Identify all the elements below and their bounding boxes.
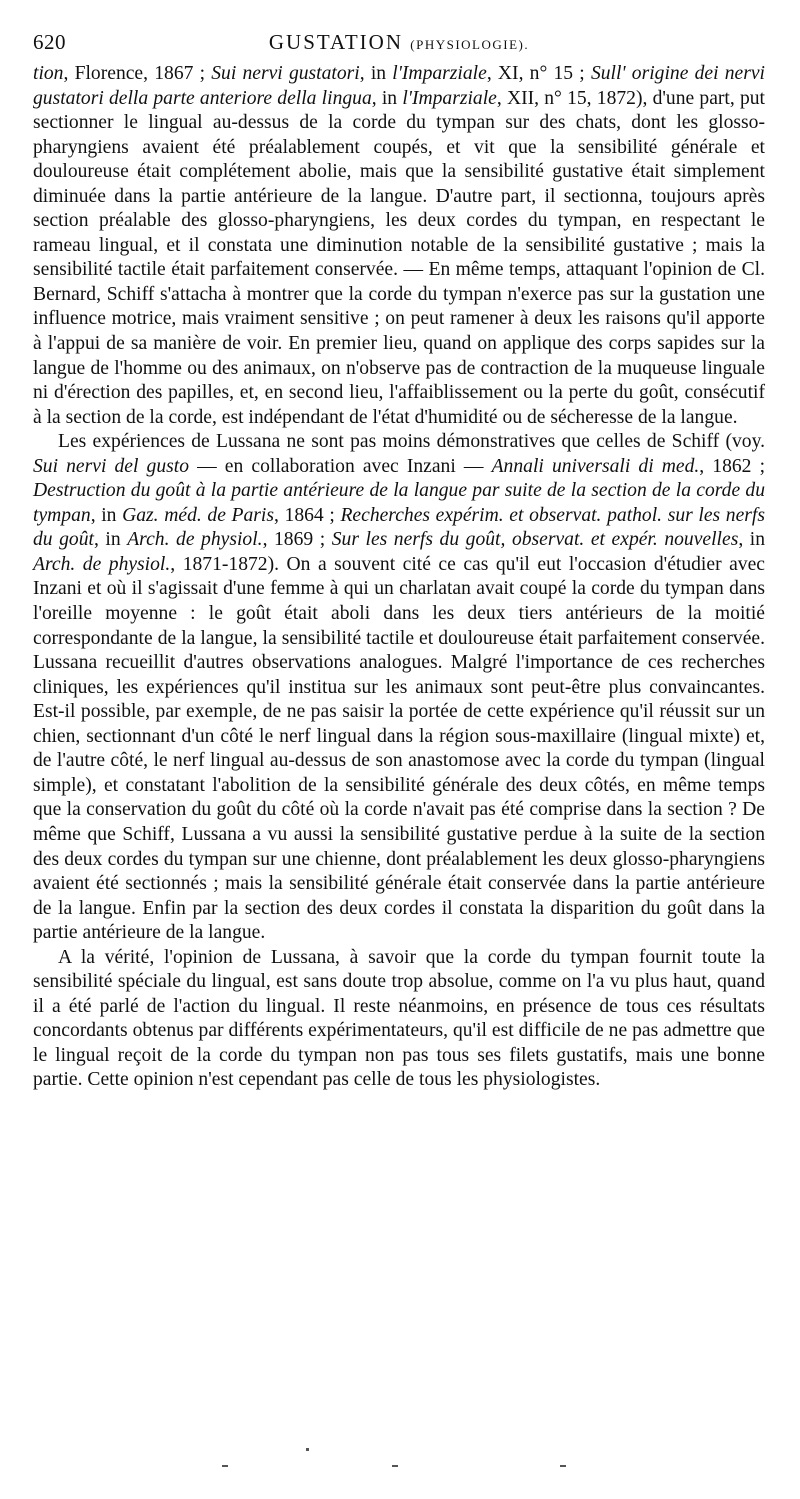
italic-citation: Arch. de physiol.: [33, 553, 171, 575]
text-run: , in: [371, 87, 403, 109]
italic-citation: Sui nervi gustatori: [211, 63, 360, 84]
running-title-subtitle: (PHYSIOLOGIE).: [410, 37, 530, 52]
italic-citation: Sui nervi del gusto: [33, 455, 189, 477]
footer-dash: [222, 1465, 228, 1467]
page-number: 620: [33, 30, 66, 54]
text-run: , 1864 ;: [274, 504, 341, 526]
page-header: [33, 0, 765, 62]
text-run: , in: [93, 529, 128, 551]
text-run: , 1862 ;: [699, 455, 766, 477]
text-run: , in: [738, 529, 766, 551]
italic-citation: l'Imparziale: [392, 63, 487, 84]
running-title-main: GUSTATION: [268, 30, 404, 54]
paragraph-1: [33, 62, 765, 430]
running-title: [33, 30, 765, 55]
text-run: , in: [90, 504, 123, 526]
text-run: , Florence, 1867 ;: [63, 63, 212, 84]
text-run: , 1869 ;: [262, 529, 332, 551]
footer-dash: [560, 1465, 566, 1467]
text-run: , in: [359, 63, 393, 84]
body-text: [33, 62, 765, 1093]
italic-citation: Sull' origine dei nervi gustatori della parte anteriore della lingua: [33, 63, 765, 109]
text-run: Les expériences de Lussana ne sont pas moins démonstratives que celles de Schiff (voy.: [58, 431, 765, 453]
italic-citation: tion: [33, 63, 64, 84]
italic-citation: Annali universali di med.: [491, 455, 700, 477]
italic-citation: Arch. de physiol.: [127, 529, 263, 551]
italic-citation: Sur les nerfs du goût, observat. et expér. nouvelles: [331, 529, 739, 551]
footer-dash: [392, 1465, 398, 1467]
text-run: , 1871-1872). On a souvent cité ce cas qu'il eut l'occasion d'étudier avec Inzani et où il s'agissait d'une femme à qui un charlatan avait coupé la corde du tympan dans l'oreille moyenne : le goût était aboli dans les deux tiers antérieurs de la moitié correspondante de la langue, la sensibilité tactile et douloureuse était parfaitement conservée. Lussana recueillit d'autres observations analogues. Malgré l'importance de ces recherches cliniques, les expériences qu'il institua sur les animaux sont peut-être plus convaincantes. Est-il possible, par exemple, de ne pas saisir la portée de cette expérience qu'il réussit sur un chien, sectionnant d'un côté le nerf lingual dans la région sous-maxillaire (lingual mixte) et, de l'autre côté, le nerf lingual au-dessus de son anastomose avec la corde du tympan (lingual simple), et constatant l'abolition de la sensibilité générale des deux côtés, en même temps que la conservation du goût du côté où la corde n'avait pas été comprise dans la section ? De même que Schiff, Lussana a vu aussi la sensibilité gustative perdue à la suite de la section des deux cordes du tympan sur une chienne, dont préalablement les deux glosso-pharyngiens avaient été sectionnés ; mais la sensibilité générale était conservée dans la partie antérieure de la langue. Enfin par la section des deux cordes il constata la disparition du goût dans la partie antérieure de la langue.: [33, 553, 765, 944]
italic-citation: l'Imparziale: [402, 87, 497, 109]
text-run: , XI, n° 15 ;: [486, 63, 591, 84]
italic-citation: Destruction du goût à la partie antérieure de la langue par suite de la section de la corde du tympan: [33, 480, 765, 526]
book-page: [33, 0, 765, 1093]
text-run: — en collaboration avec Inzani —: [189, 455, 492, 477]
paragraph-3: [33, 946, 765, 1093]
paragraph-2: [33, 430, 765, 945]
footer-marks: [0, 1440, 800, 1480]
footer-dot: [306, 1448, 309, 1451]
italic-citation: Gaz. méd. de Paris: [122, 504, 274, 526]
text-run: A la vérité, l'opinion de Lussana, à savoir que la corde du tympan fournit toute la sensibilité spéciale du lingual, est sans doute trop absolue, comme on l'a vu plus haut, quand il a été parlé de l'action du lingual. Il reste néanmoins, en présence de tous ces résultats concordants obtenus par différents expérimentateurs, qu'il est difficile de ne pas admettre que le lingual reçoit de la corde du tympan non pas tous ses filets gustatifs, mais une bonne partie. Cette opinion n'est cependant pas celle de tous les physiologistes.: [33, 946, 765, 1091]
italic-citation: Recherches expérim. et observat. pathol. sur les nerfs du goût: [33, 504, 765, 551]
text-run: , XII, n° 15, 1872), d'une part, put sectionner le lingual au-dessus de la corde du tympan sur des chats, dont les glosso-pharyngiens avaient été préalablement coupés, et vit que la sensibilité générale et douloureuse était complétement abolie, mais que la sensibilité gustative était simplement diminuée dans la partie antérieure de la langue. D'autre part, il sectionna, toujours après section préalable des glosso-pharyngiens, les deux cordes du tympan, en respectant le rameau lingual, et il constata une diminution notable de la sensibilité gustative ; mais la sensibilité tactile était parfaitement conservée. — En même temps, attaquant l'opinion de Cl. Bernard, Schiff s'attacha à montrer que la corde du tympan n'exerce pas sur la gustation une influence motrice, mais vraiment sensitive ; on peut ramener à deux les raisons qu'il apporte à l'appui de sa manière de voir. En premier lieu, quand on applique des corps sapides sur la langue de l'homme ou des animaux, on n'observe pas de contraction de la muqueuse linguale ni d'érection des papilles, et, en second lieu, l'affaiblissement ou la perte du goût, consécutif à la section de la corde, est indépendant de l'état d'humidité ou de sécheresse de la langue.: [33, 87, 766, 428]
